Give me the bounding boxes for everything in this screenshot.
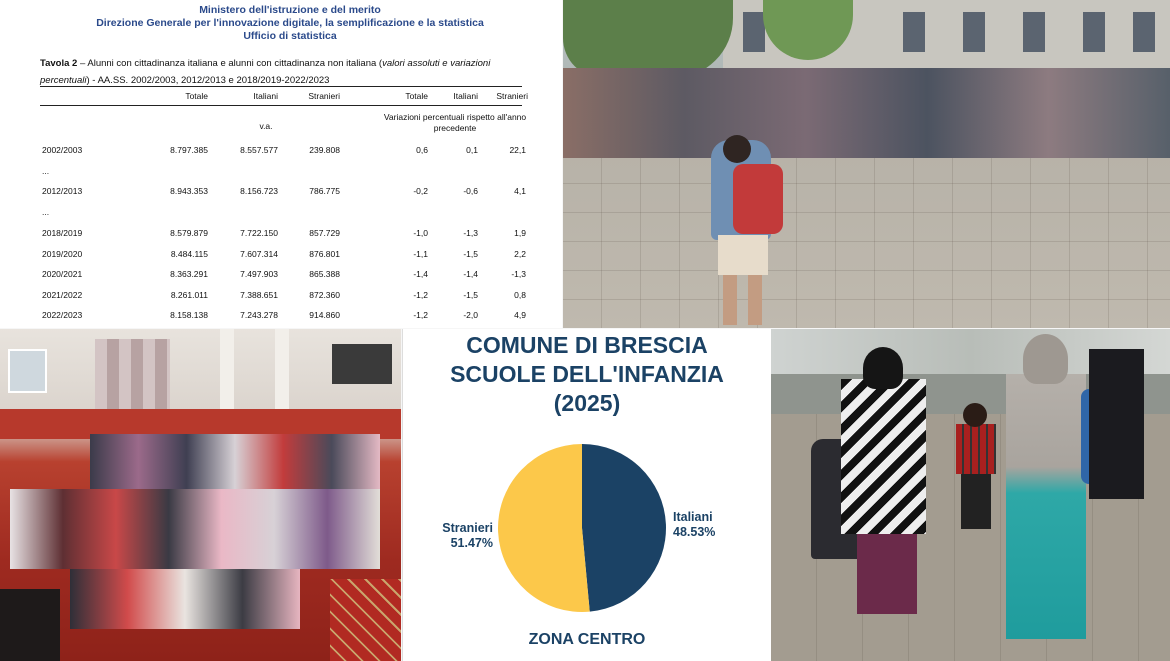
window <box>903 12 925 52</box>
table-cell: 872.360 <box>309 290 340 300</box>
infographic-title-line-2: SCUOLE DELL'INFANZIA <box>450 361 724 387</box>
table-cell: 7.388.651 <box>240 290 278 300</box>
carpet-pattern <box>330 579 401 661</box>
table-cell: -1,5 <box>463 249 478 259</box>
column-header: Stranieri <box>308 91 340 101</box>
pavement <box>563 158 1170 328</box>
child-head <box>963 403 987 427</box>
row-year: 2022/2023 <box>42 310 83 320</box>
table-cell: -1,2 <box>413 310 428 320</box>
column-header: Totale <box>185 91 208 101</box>
child-red-plaid <box>956 424 996 474</box>
screen <box>332 344 392 384</box>
italiani-name: Italiani <box>673 510 713 524</box>
table-cell: 8.484.115 <box>170 249 208 259</box>
table-cell: -1,1 <box>413 249 428 259</box>
window <box>8 349 47 393</box>
children-praying <box>70 569 300 629</box>
pie-slice-stranieri <box>498 444 590 612</box>
ministry-header-line-1: Ministero dell'istruzione e del merito <box>199 4 381 16</box>
ministry-header-line-2: Direzione Generale per l'innovazione digitale, la semplificazione e la statistica <box>96 17 484 29</box>
window <box>963 12 985 52</box>
table-cell: 786.775 <box>309 186 340 196</box>
percent-variation-label-1: Variazioni percentuali rispetto all'anno <box>383 112 527 122</box>
label-italiani <box>673 510 743 540</box>
table-cell: 914.860 <box>309 310 340 320</box>
italiani-value: 48.53% <box>673 525 716 539</box>
mosque-prayer-photo <box>0 329 401 661</box>
child-trousers <box>961 474 991 529</box>
table-cell: 876.801 <box>309 249 340 259</box>
table-cell: -2,0 <box>463 310 478 320</box>
table-cell: 7.243.278 <box>240 310 278 320</box>
table-cell: 8.261.011 <box>170 290 208 300</box>
headscarf <box>1023 334 1068 384</box>
trousers <box>857 534 917 614</box>
table-cell: 857.729 <box>309 228 340 238</box>
row-year: 2020/2021 <box>42 269 83 279</box>
table-cell: 8.156.723 <box>240 186 278 196</box>
caption-tail: ) - AA.SS. 2002/2003, 2012/2013 e 2018/2019-2022/2023 <box>86 75 330 86</box>
children-praying <box>90 434 380 489</box>
table-cell: 8.943.353 <box>170 186 208 196</box>
table-cell: 0,1 <box>466 145 478 155</box>
caption-italic: valori assoluti e variazioni percentuali <box>40 58 491 86</box>
table-cell: 1,9 <box>514 228 526 238</box>
percent-variation-label-2: precedente <box>433 123 477 133</box>
column-header: Italiani <box>453 91 478 101</box>
row-year: 2002/2003 <box>42 145 83 155</box>
pie-slice-italiani <box>582 444 666 612</box>
table-cell: 239.808 <box>309 145 340 155</box>
table-cell: 8.363.291 <box>170 269 208 279</box>
pie-chart <box>497 443 667 613</box>
zone-label: ZONA CENTRO <box>528 631 646 648</box>
table-cell: -0,2 <box>413 186 428 196</box>
row-year: 2021/2022 <box>42 290 83 300</box>
row-year: 2019/2020 <box>42 249 83 259</box>
window <box>1023 12 1045 52</box>
table-cell: 4,9 <box>514 310 526 320</box>
schoolyard-photo <box>563 0 1170 328</box>
absolute-values-label: v.a. <box>259 121 273 131</box>
stranieri-value: 51.47% <box>450 536 493 550</box>
table-cell: 4,1 <box>514 186 526 196</box>
header-rule <box>40 105 522 106</box>
table-cell: -1,4 <box>463 269 478 279</box>
woman-chevron-coat <box>841 379 926 534</box>
column-header: Italiani <box>253 91 278 101</box>
window <box>1083 12 1105 52</box>
child-leg <box>748 275 762 325</box>
table-cell: -1,4 <box>413 269 428 279</box>
infographic-title-line-3: (2025) <box>553 390 621 416</box>
child-leg <box>723 275 737 325</box>
table-cell: 8.579.879 <box>170 228 208 238</box>
table-cell: 7.497.903 <box>240 269 278 279</box>
woman-dark-coat <box>1089 349 1144 499</box>
stranieri-name: Stranieri <box>442 521 493 535</box>
woman-teal-dress <box>1006 374 1086 639</box>
table-cell: 8.557.577 <box>240 145 278 155</box>
street-school-exit-photo <box>771 329 1170 661</box>
ministry-header-line-3: Ufficio di statistica <box>243 30 337 42</box>
table-cell: 8.797.385 <box>170 145 208 155</box>
pixelated-area <box>95 339 170 419</box>
table-cell: -0,6 <box>463 186 478 196</box>
column-header: Stranieri <box>496 91 528 101</box>
table-cell: -1,0 <box>413 228 428 238</box>
infographic-card <box>402 329 772 661</box>
table-cell: 7.722.150 <box>240 228 278 238</box>
child-head <box>723 135 751 163</box>
label-stranieri <box>433 521 493 551</box>
table-cell: -1,3 <box>463 228 478 238</box>
adult-silhouette <box>0 589 60 661</box>
table-cell: -1,2 <box>413 290 428 300</box>
ellipsis-row: ... <box>42 166 50 176</box>
table-caption <box>40 55 510 89</box>
table-cell: -1,5 <box>463 290 478 300</box>
child-shorts <box>718 235 768 275</box>
table-cell: 7.607.314 <box>240 249 278 259</box>
table-label: Tavola 2 <box>40 58 78 69</box>
caption-main: – Alunni con cittadinanza italiana e alunni con cittadinanza non italiana ( <box>77 58 383 69</box>
tree-canopy <box>563 0 733 78</box>
row-year: 2012/2013 <box>42 186 83 196</box>
crowd-of-parents <box>563 68 1170 158</box>
table-cell: 8.158.138 <box>170 310 208 320</box>
headscarf <box>863 347 903 389</box>
row-year: 2018/2019 <box>42 228 83 238</box>
infographic-title-line-1: COMUNE DI BRESCIA <box>466 332 708 358</box>
window <box>1133 12 1155 52</box>
school-backpack <box>733 164 783 234</box>
table-cell: 0,6 <box>416 145 428 155</box>
window <box>743 12 765 52</box>
table-cell: 0,8 <box>514 290 526 300</box>
column-header: Totale <box>405 91 428 101</box>
table-cell: 865.388 <box>309 269 340 279</box>
children-praying <box>10 489 380 569</box>
table-cell: 22,1 <box>509 145 526 155</box>
table-top-rule <box>40 86 522 87</box>
ellipsis-row: ... <box>42 207 50 217</box>
statistics-table-document <box>0 0 562 328</box>
table-cell: 2,2 <box>514 249 526 259</box>
table-cell: -1,3 <box>511 269 526 279</box>
